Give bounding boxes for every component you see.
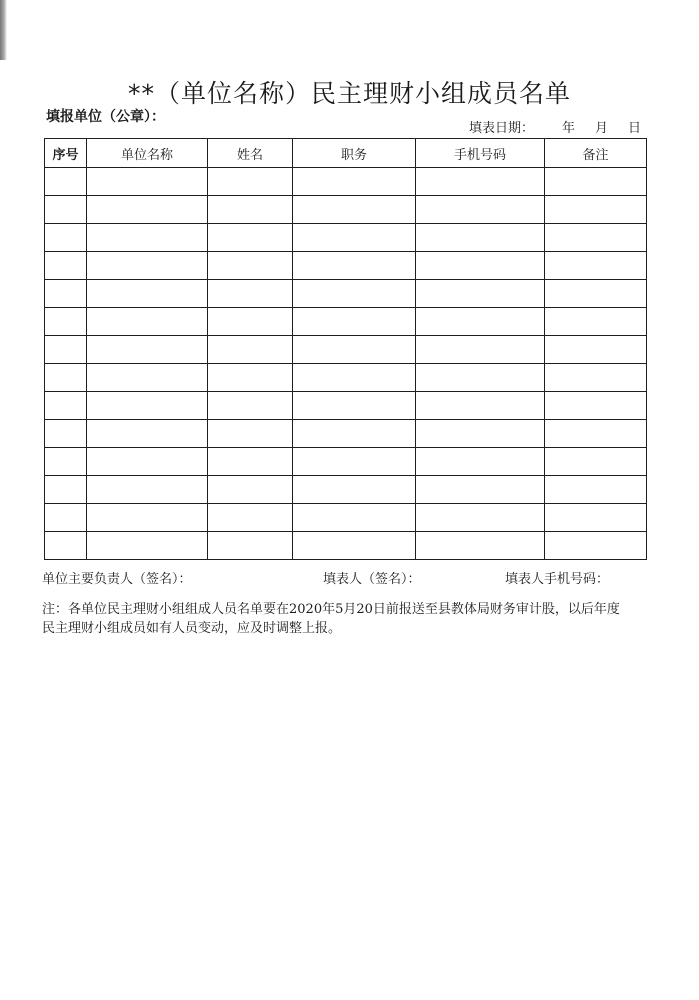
- table-cell: [208, 364, 293, 392]
- table-cell: [293, 504, 416, 532]
- table-row: [45, 196, 647, 224]
- date-day-label: 日: [627, 121, 641, 136]
- filler-phone-label: 填表人手机号码：: [505, 572, 610, 587]
- table-cell: [293, 252, 416, 280]
- table-cell: [545, 532, 647, 560]
- table-cell: [293, 196, 416, 224]
- table-cell: [208, 476, 293, 504]
- table-cell: [45, 280, 87, 308]
- table-cell: [545, 476, 647, 504]
- table-cell: [545, 168, 647, 196]
- table-cell: [545, 420, 647, 448]
- table-cell: [87, 504, 208, 532]
- filler-signature-label: 填表人（签名）：: [323, 572, 421, 587]
- table-cell: [45, 504, 87, 532]
- table-cell: [545, 336, 647, 364]
- table-cell: [545, 504, 647, 532]
- header-index: 序号: [45, 139, 87, 168]
- table-row: [45, 252, 647, 280]
- table-row: [45, 280, 647, 308]
- table-cell: [416, 364, 545, 392]
- table-row: [45, 168, 647, 196]
- header-remarks: 备注: [545, 139, 647, 168]
- table-body: [45, 168, 647, 560]
- table-cell: [545, 448, 647, 476]
- table-row: [45, 224, 647, 252]
- table-cell: [45, 252, 87, 280]
- table-row: [45, 532, 647, 560]
- table-cell: [208, 392, 293, 420]
- table-cell: [208, 532, 293, 560]
- table-cell: [293, 308, 416, 336]
- table-row: [45, 392, 647, 420]
- table-cell: [293, 392, 416, 420]
- table-cell: [545, 196, 647, 224]
- table-cell: [208, 224, 293, 252]
- table-cell: [87, 280, 208, 308]
- table-cell: [45, 392, 87, 420]
- table-cell: [208, 504, 293, 532]
- table-row: [45, 364, 647, 392]
- table-cell: [293, 364, 416, 392]
- table-cell: [87, 168, 208, 196]
- table-row: [45, 336, 647, 364]
- table-cell: [416, 252, 545, 280]
- table-cell: [416, 392, 545, 420]
- table-row: [45, 476, 647, 504]
- table-cell: [87, 448, 208, 476]
- table-cell: [545, 308, 647, 336]
- table-cell: [416, 420, 545, 448]
- table-cell: [545, 364, 647, 392]
- table-cell: [416, 504, 545, 532]
- table-cell: [416, 308, 545, 336]
- table-cell: [87, 252, 208, 280]
- table-cell: [87, 364, 208, 392]
- table-cell: [45, 448, 87, 476]
- table-cell: [87, 420, 208, 448]
- table-cell: [293, 476, 416, 504]
- table-cell: [208, 280, 293, 308]
- table-cell: [208, 196, 293, 224]
- header-unit-name: 单位名称: [87, 139, 208, 168]
- table-row: [45, 420, 647, 448]
- date-month-label: 月: [594, 121, 608, 136]
- fill-date-label: 填表日期：: [468, 121, 534, 136]
- scan-edge-mark: [0, 0, 7, 60]
- table-cell: [293, 532, 416, 560]
- table-cell: [208, 336, 293, 364]
- table-cell: [45, 308, 87, 336]
- table-cell: [87, 224, 208, 252]
- table-cell: [545, 224, 647, 252]
- table-cell: [416, 224, 545, 252]
- leader-signature-label: 单位主要负责人（签名）：: [42, 572, 192, 587]
- table-cell: [45, 532, 87, 560]
- reporting-unit-label: 填报单位（公章）：: [46, 109, 165, 125]
- table-cell: [45, 336, 87, 364]
- table-header-row: [45, 139, 647, 168]
- table-cell: [416, 280, 545, 308]
- table-cell: [416, 336, 545, 364]
- table-cell: [87, 308, 208, 336]
- table-cell: [45, 420, 87, 448]
- fill-date: [469, 117, 641, 136]
- table-cell: [208, 420, 293, 448]
- table-cell: [45, 168, 87, 196]
- table-cell: [45, 196, 87, 224]
- header-name: 姓名: [208, 139, 293, 168]
- table-cell: [545, 280, 647, 308]
- table-cell: [416, 532, 545, 560]
- table-cell: [208, 168, 293, 196]
- header-phone: 手机号码: [416, 139, 545, 168]
- document-title: **（单位名称）民主理财小组成员名单: [127, 79, 571, 108]
- table-cell: [45, 476, 87, 504]
- table-cell: [208, 308, 293, 336]
- table-cell: [293, 448, 416, 476]
- table-cell: [293, 168, 416, 196]
- table-row: [45, 308, 647, 336]
- table-cell: [416, 168, 545, 196]
- table-row: [45, 448, 647, 476]
- table-cell: [45, 224, 87, 252]
- table-cell: [293, 420, 416, 448]
- table-cell: [87, 196, 208, 224]
- table-cell: [293, 336, 416, 364]
- table-cell: [208, 448, 293, 476]
- table-cell: [208, 252, 293, 280]
- table-cell: [87, 476, 208, 504]
- table-cell: [87, 336, 208, 364]
- submission-note: 注：各单位民主理财小组组成人员名单要在2020年5月20日前报送至县教体局财务审计股，以后年度民主理财小组成员如有人员变动，应及时调整上报。: [42, 602, 620, 636]
- table-cell: [416, 448, 545, 476]
- table-cell: [416, 476, 545, 504]
- table-cell: [545, 392, 647, 420]
- table-cell: [416, 196, 545, 224]
- date-year-label: 年: [561, 121, 575, 136]
- table-cell: [293, 224, 416, 252]
- table-cell: [87, 532, 208, 560]
- table-row: [45, 504, 647, 532]
- table-cell: [87, 392, 208, 420]
- table-cell: [45, 364, 87, 392]
- member-roster-table: [44, 138, 647, 560]
- table-cell: [293, 280, 416, 308]
- header-position: 职务: [293, 139, 416, 168]
- table-cell: [545, 252, 647, 280]
